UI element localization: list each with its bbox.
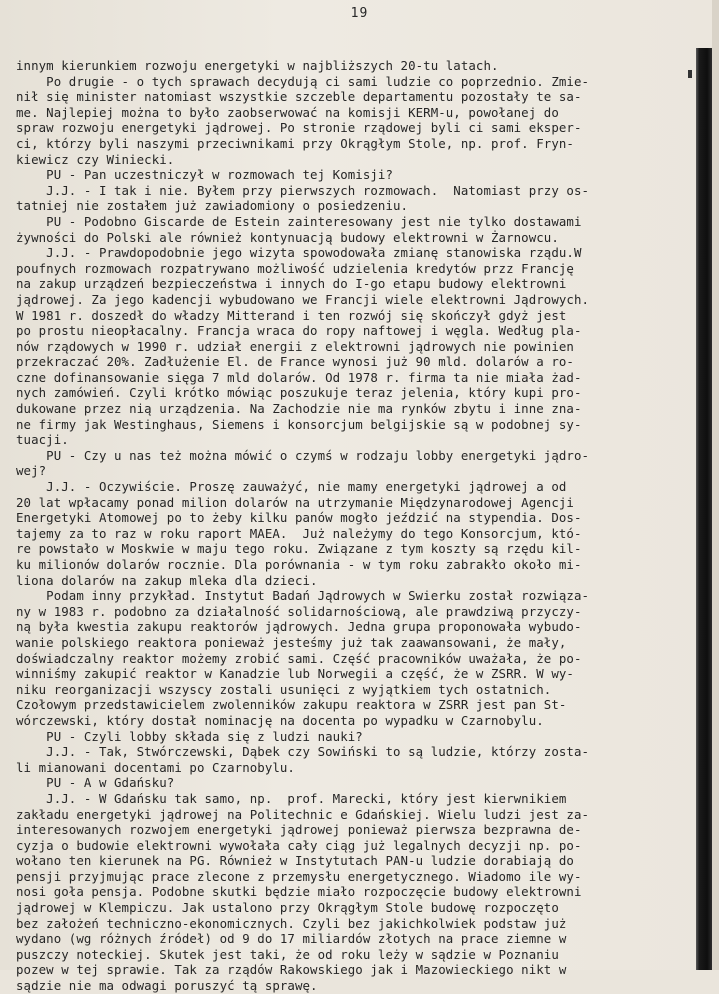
text-line: interesowanych rozwojem energetyki jądrowej ponieważ pierwsza bezprawna de- [16,822,582,838]
text-line: niku reorganizacji wszyscy zostali usunięci z wyjątkiem tych ostatnich. [16,681,552,697]
text-line: innym kierunkiem rozwoju energetyki w najbliższych 20-tu latach. [16,58,499,73]
text-line: PU - Czyli lobby składa się z ludzi nauki? [16,728,363,744]
text-line: li mianowani docentami po Czarnobylu. [16,759,295,775]
text-line: winniśmy zakupić reaktor w Kanadzie lub Norwegii a część, że w ZSRR. W wy- [16,666,574,682]
text-line: Czołowym przedstawicielem zwolenników zakupu reaktora w ZSRR jest pan St- [16,697,567,713]
text-line: żywności do Polski ale również kontynuacją budowy elektrowni w Żarnowcu. [16,229,559,245]
text-line: re powstało w Moskwie w maju tego roku. Związane z tym koszty są rzędu kil- [16,541,582,557]
text-line: pensji przyjmując prace zlecone z przemysłu energetycznego. Wiadomo ile wy- [16,868,582,884]
text-line: kiewicz czy Winiecki. [16,151,175,167]
text-line: zakładu energetyki jądrowej na Politechnic e Gdańskiej. Wielu ludzi jest za- [16,806,590,822]
text-line: liona dolarów na zakup mleka dla dzieci. [16,572,318,588]
text-line: J.J. - I tak i nie. Byłem przy pierwszych rozmowach. Natomiast przy os- [16,182,590,198]
body-text [16,58,686,994]
text-line: me. Najlepiej można to było zaobserwować na komisji KERM-u, powołanej do [16,104,559,120]
text-line: nów rządowych w 1990 r. udział energii z elektrowni jądrowych nie powinien [16,338,574,354]
text-line: Podam inny przykład. Instytut Badań Jądrowych w Swierku został rozwiąza- [16,588,590,604]
text-line: PU - A w Gdańsku? [16,775,175,791]
text-line: W 1981 r. doszedł do władzy Mitterand i ten rozwój się skończył gdyż jest [16,307,567,323]
text-line: tajemy za to raz w roku raport MAEA. Już należymy do tego Konsorcjum, któ- [16,525,582,541]
text-line: na zakup urządzeń bezpieczeństwa i innych do I-go etapu budowy elektrowni [16,276,567,292]
text-line: Energetyki Atomowej po to żeby kilku panów mogło jeździć na stypendia. Dos- [16,510,582,526]
text-line: ną była kwestia zakupu reaktorów jądrowych. Jedna grupa proponowała wybudo- [16,619,582,635]
text-line: PU - Czy u nas też można mówić o czymś w rodzaju lobby energetyki jądro- [16,447,590,463]
text-line: J.J. - Oczywiście. Proszę zauważyć, nie mamy energetyki jądrowej a od [16,479,567,495]
margin-mark [688,70,692,78]
text-line: wydano (wg różnych źródeł) od 9 do 17 miliardów złotych na prace ziemne w [16,931,567,947]
text-line: 20 lat wpłacamy ponad milion dolarów na utrzymanie Międzynarodowej Agencji [16,494,574,510]
text-line: nił się minister natomiast wszystkie szczeble departamentu pozostały te sa- [16,89,582,105]
text-line: PU - Pan uczestniczył w rozmowach tej Komisji? [16,167,393,183]
text-line: J.J. - Prawdopodobnie jego wizyta spowodowała zmianę stanowiska rządu.W [16,245,582,261]
text-line: sądzie nie ma odwagi poruszyć tą sprawę. [16,978,318,994]
text-line: nych zamówień. Czyli krótko mówiąc poszukuje teraz jelenia, który kupi pro- [16,385,582,401]
text-line: doświadczalny reaktor możemy zrobić sami. Część pracowników uważała, że po- [16,650,582,666]
text-line: ku milionów dolarów rocznie. Dla porównania - w tym roku zabrakło około mi- [16,557,582,572]
text-line: tatniej nie zostałem już zawiadomiony o posiedzeniu. [16,198,409,214]
text-line: wórczewski, który dostał nominację na docenta po wypadku w Czarnobylu. [16,712,544,728]
text-line: J.J. - W Gdańsku tak samo, np. prof. Marecki, który jest kierwnikiem [16,790,567,806]
text-line: jądrowej w Klempiczu. Jak ustalono przy Okrągłym Stole budowę rozpoczęto [16,900,559,916]
text-line: PU - Podobno Giscarde de Estein zainteresowany jest nie tylko dostawami [16,213,582,229]
text-line: jądrowej. Za jego kadencji wybudowano we Francji wiele elektrowni Jądrowych. [16,291,590,307]
text-line: Po drugie - o tych sprawach decydują ci sami ludzie co poprzednio. Zmie- [16,73,590,89]
text-line: wej? [16,463,47,479]
text-line: czne dofinansowanie sięga 7 mld dolarów. Od 1978 r. firma ta nie miała żad- [16,369,582,385]
text-line: J.J. - Tak, Stwórczewski, Dąbek czy Sowiński to są ludzie, którzy zosta- [16,744,590,760]
text-line: poufnych rozmowach rozpatrywano możliwość udzielenia kredytów przz Francję [16,260,574,276]
binding-edge [696,48,712,970]
text-line: bez założeń techniczno-ekonomicznych. Czyli bez jakichkolwiek podstaw już [16,915,567,931]
text-line: nosi goła pensja. Podobne skutki będzie miało rozpoczęcie budowy elektrowni [16,884,582,900]
text-line: po prostu nieopłacalny. Francja wraca do ropy naftowej i węgla. Według pla- [16,323,582,339]
text-line: tuacji. [16,432,69,448]
text-line: cyzja o budowie elektrowni wywołała cały ciąg już legalnych decyzji np. po- [16,837,582,853]
text-line: ci, którzy byli naszymi przeciwnikami przy Okrągłym Stole, np. prof. Fryn- [16,135,574,151]
text-line: puszczy noteckiej. Skutek jest taki, że od roku leży w sądzie w Poznaniu [16,946,559,962]
text-line: dukowane przez nią urządzenia. Na Zachodzie nie ma rynków zbytu i inne zna- [16,401,582,417]
text-line: przekraczać 20%. Zadłużenie El. de France wynosi już 90 mld. dolarów a ro- [16,354,574,370]
text-line: ny w 1983 r. podobno za działalność solidarnościową, ale prawdziwą przyczy- [16,603,582,619]
text-line: wanie polskiego reaktora ponieważ jesteśmy już tak zaawansowani, że mały, [16,634,567,650]
text-line: wołano ten kierunek na PG. Również w Instytutach PAN-u ludzie dorabiają do [16,853,574,869]
text-line: pozew w tej sprawie. Tak za rządów Rakowskiego jak i Mazowieckiego nikt w [16,962,567,978]
text-line: spraw rozwoju energetyki jądrowej. Po stronie rządowej byli ci sami eksper- [16,120,582,136]
page-edge [712,0,719,970]
text-line: ne firmy jak Westinghaus, Siemens i konsorcjum belgijskie są w podobnej sy- [16,416,582,432]
page-number: 19 [350,6,369,21]
